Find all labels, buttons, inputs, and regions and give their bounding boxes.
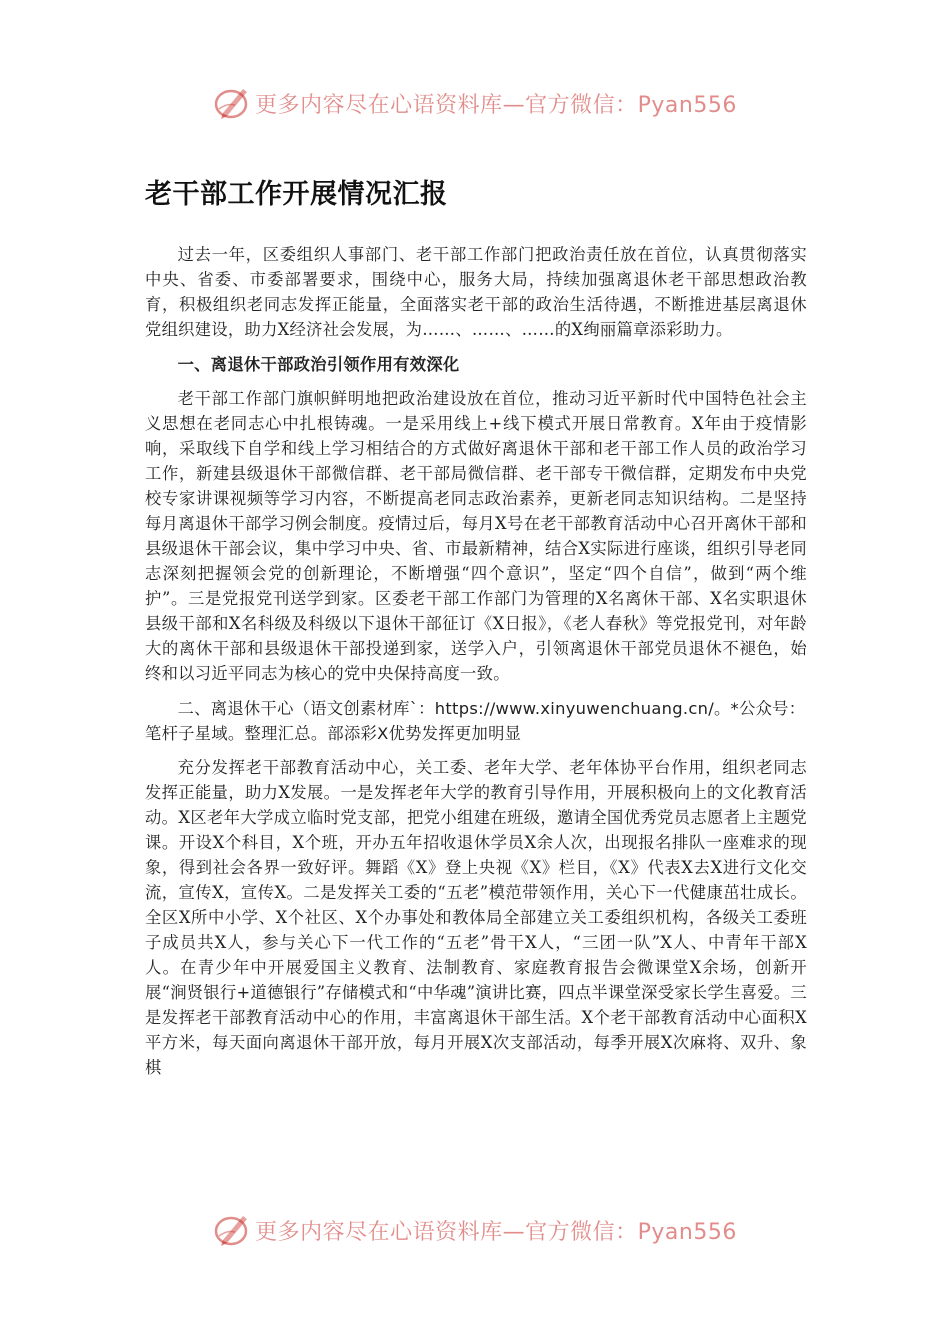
pen-logo-icon xyxy=(213,83,253,123)
section1-heading: 一、离退休干部政治引领作用有效深化 xyxy=(177,355,460,374)
section1-paragraph: 老干部工作部门旗帜鲜明地把政治建设放在首位，推动习近平新时代中国特色社会主义思想在老同志心中扎根铸魂。一是采用线上+线下模式开展日常教育。X年由于疫情影响，采取线下自学和线上学习相结合的方式做好离退休干部和老干部工作人员的政治学习工作，新建县级退休干部微信群、老干部局微信群、老干部专干微信群，定期发布中央党校专家讲课视频等学习内容，不断提高老同志政治素养，更新老同志知识结构。二是坚持每月离退休干部学习例会制度。疫情过后，每月X号在老干部教育活动中心召开离休干部和县级退休干部会议，集中学习中央、省、市最新精神，结合X实际进行座谈，组织引导老同志深刻把握领会党的创新理论，不断增强“四个意识”，坚定“四个自信”，做到“两个维护”。三是党报党刊送学到家。区委老干部工作部门为管理的X名离休干部、X名实职退休县级干部和X名科级及科级以下退休干部征订《X日报》，《老人春秋》等党报党刊，对年龄大的离休干部和县级退休干部投递到家，送学入户，引领离退休干部党员退休不褪色，始终和以习近平同志为核心的党中央保持高度一致。 xyxy=(145,389,807,683)
watermark-text: 更多内容尽在心语资料库—官方微信：Pyan556 xyxy=(255,1219,737,1245)
document-page xyxy=(145,170,807,1080)
section2-heading: 二、离退休干心（语文创素材库`：https://www.xinyuwenchuang.cn/。*公众号：笔杆子星域。整理汇总。部添彩X优势发挥更加明显 xyxy=(145,699,806,743)
pen-logo-icon xyxy=(213,1210,253,1250)
section2-paragraph: 充分发挥老干部教育活动中心，关工委、老年大学、老年体协平台作用，组织老同志发挥正能量，助力X发展。一是发挥老年大学的教育引导作用，开展积极向上的文化教育活动。X区老年大学成立临时党支部，把党小组建在班级，邀请全国优秀党员志愿者上主题党课。开设X个科目，X个班，开办五年招收退休学员X余人次，出现报名排队一座难求的现象，得到社会各界一致好评。舞蹈《X》登上央视《X》栏目，《X》代表X去X进行文化交流，宣传X，宣传X。二是发挥关工委的“五老”模范带领作用，关心下一代健康茁壮成长。全区X所中小学、X个社区、X个办事处和教体局全部建立关工委组织机构，各级关工委班子成员共X人，参与关心下一代工作的“五老”骨干X人，“三团一队”X人、中青年干部X人。在青少年中开展爱国主义教育、法制教育、家庭教育报告会微课堂X余场，创新开展“涧贤银行+道德银行”存储模式和“中华魂”演讲比赛，四点半课堂深受家长学生喜爱。三是发挥老干部教育活动中心的作用，丰富离退休干部生活。X个老干部教育活动中心面积X平方米，每天面向离退休干部开放，每月开展X次支部活动，每季开展X次麻将、双升、象棋 xyxy=(145,758,807,1077)
header-watermark-banner xyxy=(0,78,950,128)
intro-paragraph: 过去一年，区委组织人事部门、老干部工作部门把政治责任放在首位，认真贯彻落实中央、省委、市委部署要求，围绕中心，服务大局，持续加强离退休老干部思想政治教育，积极组织老同志发挥正能量，全面落实老干部的政治生活待遇，不断推进基层离退休党组织建设，助力X经济社会发展，为……、……、……的X绚丽篇章添彩助力。 xyxy=(145,245,807,339)
footer-watermark-banner xyxy=(0,1205,950,1255)
watermark-text: 更多内容尽在心语资料库—官方微信：Pyan556 xyxy=(255,92,737,118)
document-title: 老干部工作开展情况汇报 xyxy=(145,179,448,210)
